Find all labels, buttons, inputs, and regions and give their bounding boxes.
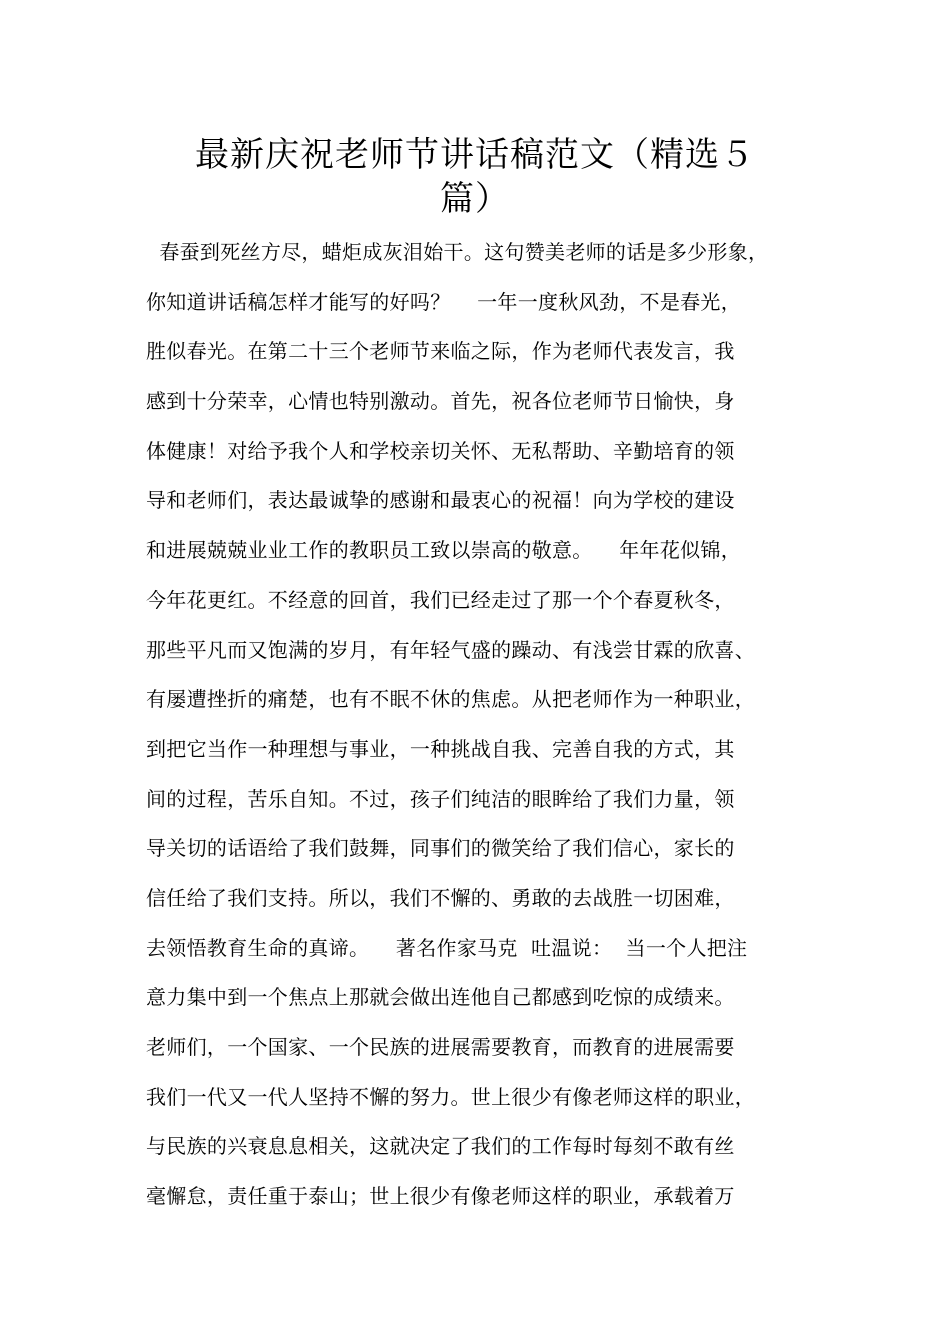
body-line: 和进展兢兢业业工作的教职员工致以崇高的敬意。 年年花似锦， [146, 538, 742, 563]
body-line: 导和老师们，表达最诚挚的感谢和最衷心的祝福！向为学校的建设 [146, 488, 735, 513]
body-line: 你知道讲话稿怎样才能写的好吗？ 一年一度秋风劲，不是春光， [146, 289, 742, 314]
document-body [146, 232, 836, 1226]
body-line: 与民族的兴衰息息相关，这就决定了我们的工作每时每刻不敢有丝 [146, 1134, 735, 1159]
body-line: 老师们，一个国家、一个民族的进展需要教育，而教育的进展需要 [146, 1035, 735, 1059]
document-title-line-1: 最新庆祝老师节讲话稿范文（精选５ [195, 135, 755, 175]
document-title-line-2: 篇） [440, 179, 510, 219]
body-line: 信任给了我们支持。所以，我们不懈的、勇敢的去战胜一切困难， [146, 885, 735, 910]
body-line: 有屡遭挫折的痛楚，也有不眠不休的焦虑。从把老师作为一种职业， [146, 687, 755, 712]
body-line: 毫懈怠，责任重于泰山；世上很少有像老师这样的职业，承载着万 [146, 1184, 735, 1209]
body-line: 胜似春光。在第二十三个老师节来临之际，作为老师代表发言，我 [146, 339, 735, 364]
body-line: 那些平凡而又饱满的岁月，有年轻气盛的躁动、有浅尝甘霖的欣喜、 [146, 637, 755, 662]
body-line: 到把它当作一种理想与事业，一种挑战自我、完善自我的方式，其 [146, 736, 735, 761]
body-line: 去领悟教育生命的真谛。 著名作家马克 吐温说： 当一个人把注 [146, 935, 748, 960]
body-line: 感到十分荣幸，心情也特别激动。首先，祝各位老师节日愉快，身 [146, 389, 735, 414]
body-line: 我们一代又一代人坚持不懈的努力。世上很少有像老师这样的职业， [146, 1084, 755, 1109]
body-line: 今年花更红。不经意的回首，我们已经走过了那一个个春夏秋冬， [146, 587, 735, 612]
body-line: 意力集中到一个焦点上那就会做出连他自己都感到吃惊的成绩来。 [146, 985, 735, 1010]
body-line: 体健康！对给予我个人和学校亲切关怀、无私帮助、辛勤培育的领 [146, 438, 735, 463]
body-line: 导关切的话语给了我们鼓舞，同事们的微笑给了我们信心，家长的 [146, 836, 735, 861]
body-line: 间的过程，苦乐自知。不过，孩子们纯洁的眼眸给了我们力量，领 [146, 786, 735, 811]
body-line: 春蚕到死丝方尽，蜡炬成灰泪始干。这句赞美老师的话是多少形象， [146, 240, 769, 264]
